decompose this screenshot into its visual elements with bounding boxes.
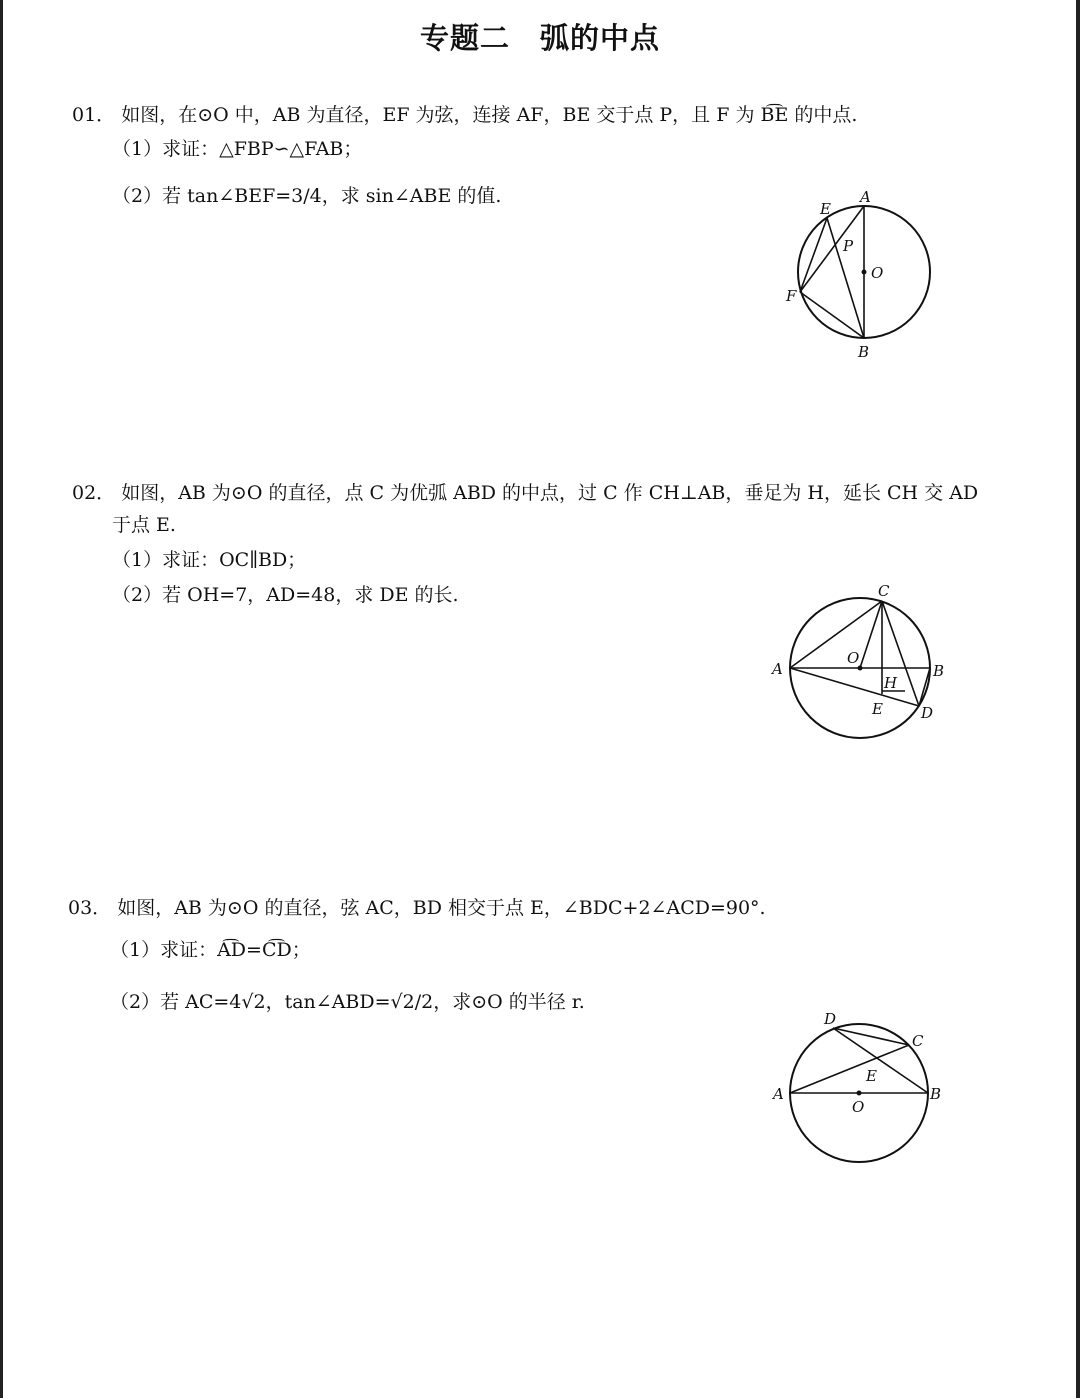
- label-e: E: [866, 1067, 877, 1085]
- label-o: O: [852, 1098, 865, 1116]
- label-e: E: [872, 700, 883, 718]
- problem-2-number: 02．: [72, 482, 116, 504]
- label-a: A: [772, 660, 783, 678]
- problem-1-part-1: （1）求证：△FBP∽△FAB；: [112, 138, 363, 160]
- page-title: 专题二 弧的中点: [419, 21, 660, 55]
- problem-2-figure: [765, 578, 955, 752]
- segment-fb: [800, 292, 864, 338]
- problem-3-stem-text: 如图，AB 为⊙O 的直径，弦 AC，BD 相交于点 E，∠BDC+2∠ACD=90°.: [117, 897, 766, 919]
- label-o: O: [847, 649, 860, 667]
- problem-1-part-2: （2）若 tan∠BEF=3/4，求 sin∠ABE 的值.: [112, 185, 502, 207]
- label-c: C: [878, 582, 890, 600]
- segment-oc: [860, 601, 882, 668]
- problem-1-stem: [72, 103, 857, 127]
- label-b: B: [933, 662, 945, 680]
- center-point-o: [857, 1091, 862, 1096]
- center-point-o: [862, 270, 867, 275]
- segment-be: [827, 218, 864, 338]
- label-p: P: [843, 237, 854, 255]
- problem-2-stem-continued: 于点 E.: [112, 514, 176, 536]
- label-d: D: [824, 1010, 837, 1028]
- problem-2-part-2: （2）若 OH=7，AD=48，求 DE 的长.: [112, 584, 459, 606]
- label-c: C: [912, 1032, 924, 1050]
- problem-1-number: 01．: [72, 104, 116, 126]
- problem-3-part-2: （2）若 AC=4√2，tan∠ABD=√2/2，求⊙O 的半径 r.: [110, 991, 585, 1013]
- problem-2-part-1: （1）求证：OC∥BD；: [112, 549, 307, 571]
- segment-af: [800, 206, 864, 292]
- segment-ac: [790, 601, 882, 668]
- label-o: O: [871, 264, 884, 282]
- label-d: D: [921, 704, 934, 722]
- problem-3-number: 03．: [68, 897, 112, 919]
- problem-1-figure: [780, 180, 950, 374]
- problem-3-stem: [68, 896, 766, 920]
- label-h: H: [884, 674, 898, 692]
- label-b: B: [858, 343, 870, 361]
- label-f: F: [786, 287, 797, 305]
- problem-3-figure: [765, 1005, 955, 1174]
- problem-3-part-1: （1）求证：A͡D=C͡D；: [110, 939, 311, 961]
- problem-1-stem-text: 如图，在⊙O 中，AB 为直径，EF 为弦，连接 AF，BE 交于点 P，且 F 为 B͡E 的中点.: [121, 104, 858, 126]
- segment-ac: [790, 1045, 909, 1093]
- page-border-left: [0, 0, 3, 1398]
- label-a: A: [773, 1085, 784, 1103]
- segment-ad: [790, 668, 919, 706]
- label-b: B: [930, 1085, 942, 1103]
- page-border-right: [1076, 0, 1080, 1398]
- problem-2-stem-text: 如图，AB 为⊙O 的直径，点 C 为优弧 ABD 的中点，过 C 作 CH⊥AB，垂足为 H，延长 CH 交 AD: [121, 482, 979, 504]
- label-e: E: [820, 200, 831, 218]
- problem-2-stem: [72, 481, 978, 505]
- label-a: A: [860, 188, 871, 206]
